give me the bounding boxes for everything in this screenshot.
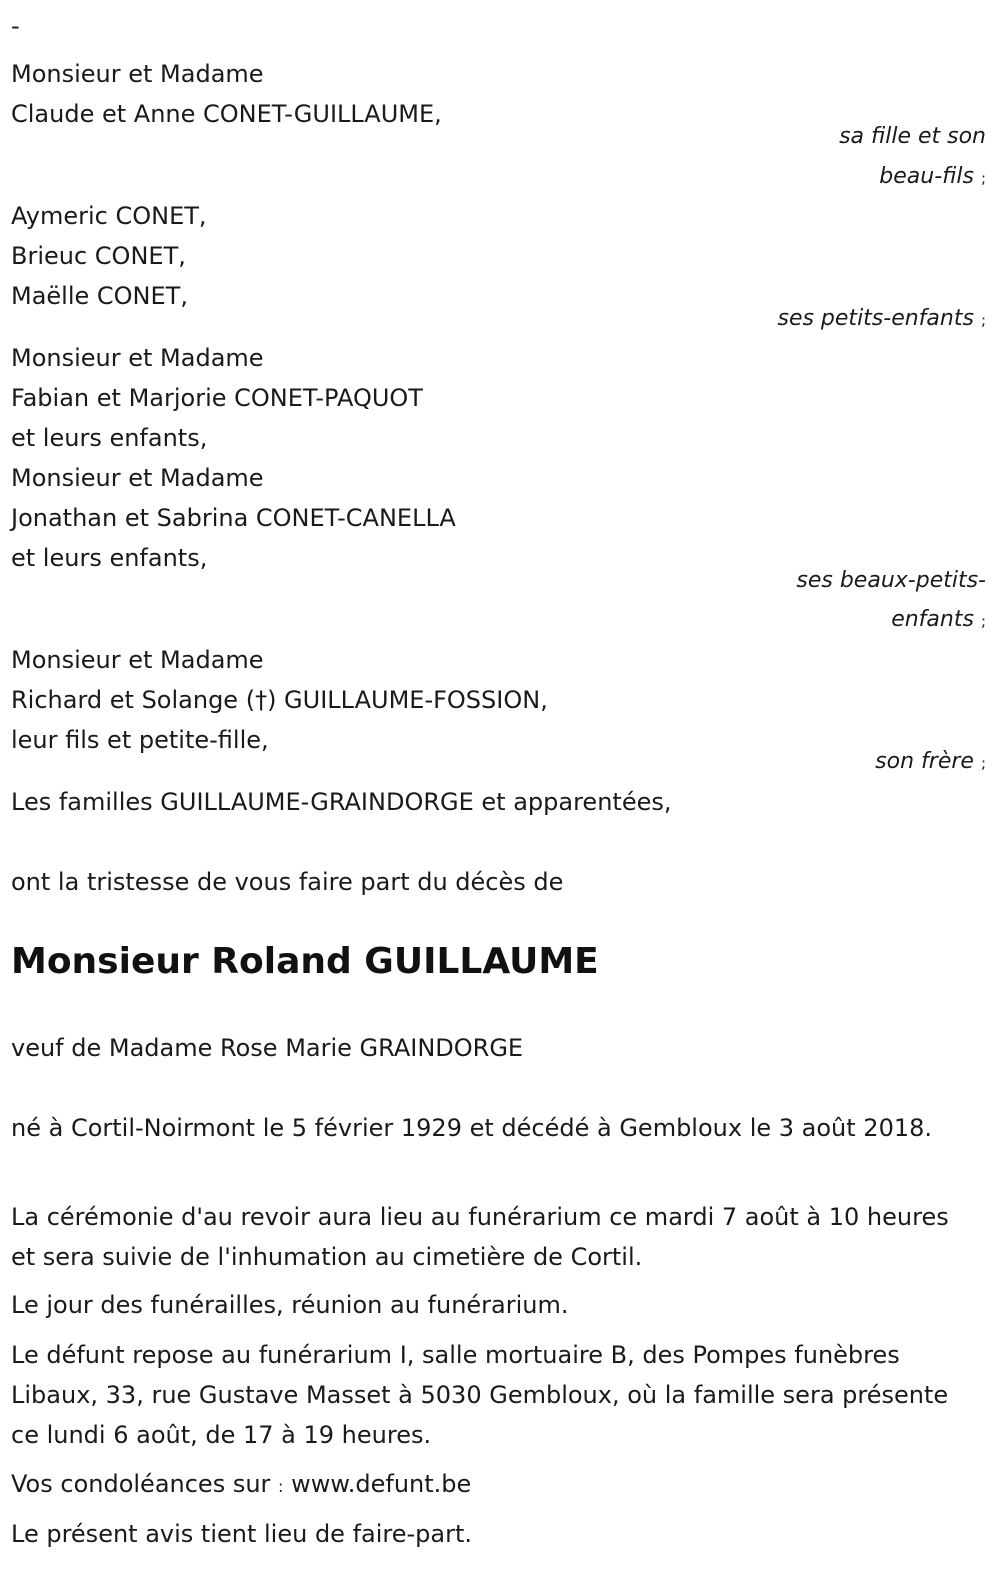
deceased-name: Monsieur Roland GUILLAUME bbox=[11, 941, 599, 982]
obituary-notice bbox=[11, 0, 986, 1578]
announcement: ont la tristesse de vous faire part du décès de bbox=[11, 868, 564, 896]
meeting: Le jour des funérailles, réunion au funérarium. bbox=[11, 1291, 569, 1319]
block3-line2: Fabian et Marjorie CONET-PAQUOT bbox=[11, 384, 423, 412]
block3-line4: Monsieur et Madame bbox=[11, 464, 264, 492]
block2-relation: ses petits-enfants ; bbox=[777, 306, 986, 331]
relation-separator: ; bbox=[980, 169, 986, 187]
relation-separator: ; bbox=[980, 612, 986, 630]
condolences-label: Vos condoléances sur bbox=[11, 1470, 271, 1498]
block4-line1: Monsieur et Madame bbox=[11, 646, 264, 674]
lead-dash: - bbox=[11, 12, 20, 40]
block3-line3: et leurs enfants, bbox=[11, 424, 208, 452]
block2-line3: Maëlle CONET, bbox=[11, 282, 188, 310]
block5-line1: Les familles GUILLAUME-GRAINDORGE et apparentées, bbox=[11, 788, 672, 816]
block4-relation: son frère ; bbox=[875, 749, 986, 774]
block4-line3: leur fils et petite-fille, bbox=[11, 726, 269, 754]
condolences-url[interactable]: www.defunt.be bbox=[291, 1470, 472, 1498]
condolences-separator: : bbox=[278, 1477, 284, 1496]
block2-line1: Aymeric CONET, bbox=[11, 202, 207, 230]
widower-of: veuf de Madame Rose Marie GRAINDORGE bbox=[11, 1034, 524, 1062]
relation-separator: ; bbox=[980, 311, 986, 329]
block3-line1: Monsieur et Madame bbox=[11, 344, 264, 372]
condolences bbox=[11, 1464, 471, 1507]
block4-line2: Richard et Solange (†) GUILLAUME-FOSSION, bbox=[11, 686, 548, 714]
block3-relation-line2: enfants ; bbox=[891, 607, 986, 632]
block3-line5: Jonathan et Sabrina CONET-CANELLA bbox=[11, 504, 456, 532]
closing: Le présent avis tient lieu de faire-part. bbox=[11, 1520, 473, 1548]
block1-line2: Claude et Anne CONET-GUILLAUME, bbox=[11, 100, 442, 128]
block1-relation-line2: beau-fils ; bbox=[879, 164, 986, 189]
block2-line2: Brieuc CONET, bbox=[11, 242, 186, 270]
viewing: Le défunt repose au funérarium I, salle mortuaire B, des Pompes funèbres Libaux, 33, rue Gustave Masset à 5030 Gembloux, où la famille sera présente ce lundi 6 août, de 17 à 19 heures. bbox=[11, 1341, 949, 1449]
birth-death: né à Cortil-Noirmont le 5 février 1929 et décédé à Gembloux le 3 août 2018. bbox=[11, 1114, 933, 1142]
ceremony: La cérémonie d'au revoir aura lieu au funérarium ce mardi 7 août à 10 heures et sera suivie de l'inhumation au cimetière de Cortil. bbox=[11, 1203, 949, 1271]
block3-relation-line1: ses beaux-petits- bbox=[796, 568, 986, 593]
block1-line1: Monsieur et Madame bbox=[11, 60, 264, 88]
block1-relation-line1: sa fille et son bbox=[839, 124, 986, 149]
relation-separator: ; bbox=[980, 754, 986, 772]
block3-line6: et leurs enfants, bbox=[11, 544, 208, 572]
